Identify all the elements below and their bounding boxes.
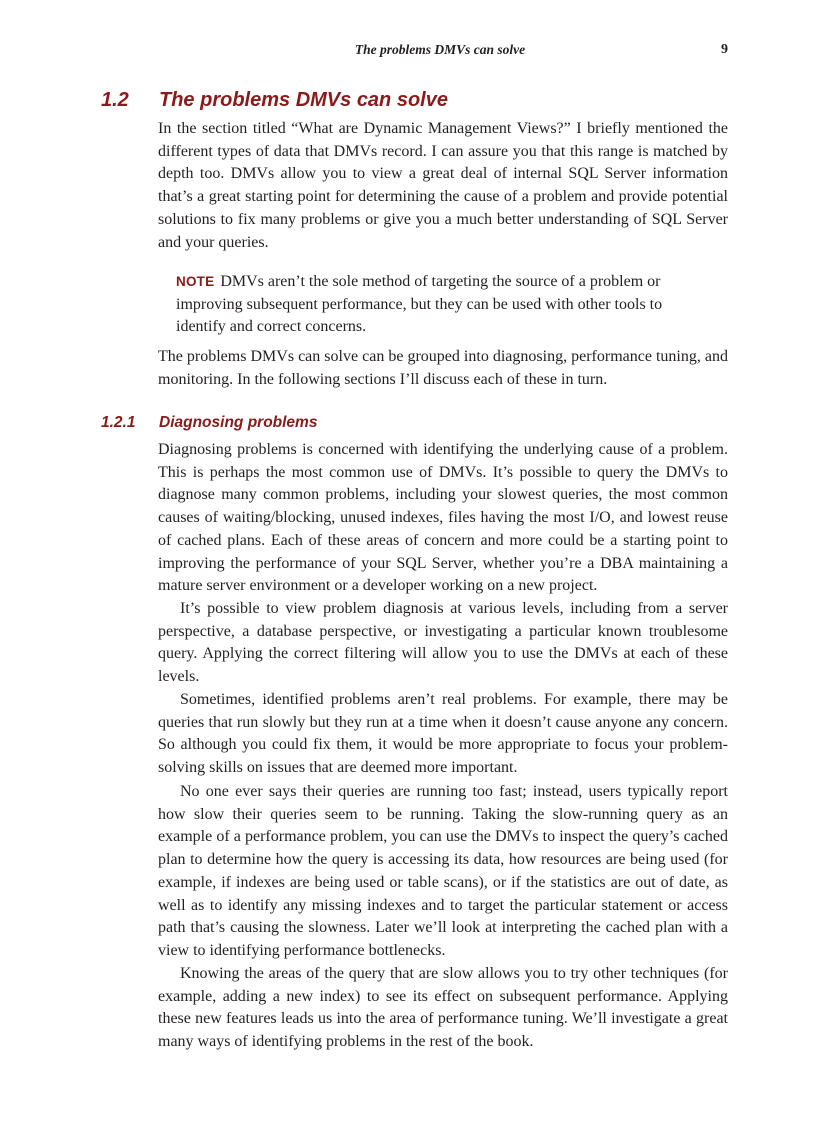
- page-number: 9: [721, 42, 728, 57]
- section-title: The problems DMVs can solve: [159, 89, 448, 111]
- body-paragraph: It’s possible to view problem diagnosis at various levels, including from a server perspective, a database perspective, or investigating a particular known troublesome query. Applying the correct filtering will allow you to use the DMVs at each of these levels.: [158, 600, 728, 686]
- note-callout: [176, 271, 706, 339]
- body-paragraph: Sometimes, identified problems aren’t real problems. For example, there may be queries that run slowly but they run at a time when it doesn’t cause anyone any concern. So although you could fix them, it would be more appropriate to focus your problem-solving skills on issues that are deemed more important.: [158, 691, 728, 777]
- body-paragraph: Knowing the areas of the query that are slow allows you to try other techniques (for example, adding a new index) to see its effect on subsequent performance. Applying these new features leads us into the area of performance tuning. We’ll investigate a great many ways of identifying problems in the rest of the book.: [158, 965, 728, 1051]
- body-paragraph: No one ever says their queries are running too fast; instead, users typically report how slow their queries seem to be running. Taking the slow-running query as an example of a performance problem, you can use the DMVs to inspect the query’s cached plan to determine how the query is accessing its data, how resources are being used (for example, if indexes are being used or table scans), or if the statistics are out of date, as well as to identify any missing indexes and to target the particular statement or access path that’s causing the slowness. Later we’ll look at interpreting the cached plan with a view to identifying performance bottlenecks.: [158, 783, 728, 959]
- body-paragraph: Diagnosing problems is concerned with identifying the underlying cause of a problem. This is perhaps the most common use of DMVs. It’s possible to query the DMVs to diagnose many common problems, including your slowest queries, the most common causes of waiting/blocking, unused indexes, files having the most I/O, and lowest reuse of cached plans. Each of these areas of concern and more could be a starting point to improving the performance of your SQL Server, whether you’re a DBA maintaining a mature server environment or a developer working on a new project.: [158, 441, 728, 595]
- running-header-title: The problems DMVs can solve: [354, 42, 526, 57]
- section-intro-paragraph: In the section titled “What are Dynamic Management Views?” I briefly mentioned the different types of data that DMVs record. I can assure you that this range is matched by depth too. DMVs allow you to view a great deal of internal SQL Server information that’s a great starting point for determining the cause of a problem and provide potential solutions to fix many problems or give you a much better understanding of SQL Server and your queries.: [158, 120, 728, 251]
- note-label: NOTE: [176, 274, 215, 289]
- note-text: DMVs aren’t the sole method of targeting the source of a problem or improving subsequent performance, but they can be used with other tools to identify and correct concerns.: [176, 273, 663, 336]
- subsection-number: 1.2.1: [101, 414, 136, 431]
- section-outro-paragraph: The problems DMVs can solve can be grouped into diagnosing, performance tuning, and monitoring. In the following sections I’ll discuss each of these in turn.: [158, 348, 728, 388]
- section-number: 1.2: [101, 89, 129, 111]
- subsection-title: Diagnosing problems: [159, 414, 318, 431]
